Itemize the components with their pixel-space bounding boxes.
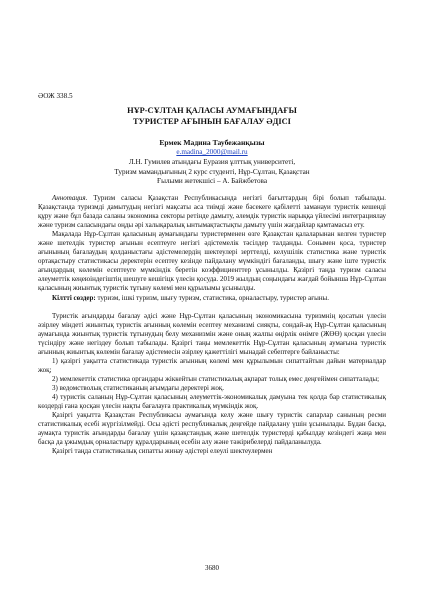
affiliation-line-2: Туризм мамандығының 2 курс студенті, Нұр-Сұлтан, Қазақстан (114, 167, 310, 176)
paper-title (38, 105, 386, 127)
abstract-paragraph (38, 194, 386, 230)
title-line-2: ТУРИСТЕР АҒЫНЫН БАҒАЛАУ ӘДІСІ (133, 117, 291, 126)
body-paragraph-2: Қазіргі уақытта Қазақстан Республикасы аумағында келу және шығу туристік сапарлар санының ресми статистикалық есебі жүргізілмейді. Осы әдісті республикалық деңгейде пайдалану үшін ұсынылады. Бұдан басқа, аумақта туристік ағындарды бағалау үшін қазақстандық және шетелдік туристерді қабылдау кезіндегі жаңа мен басқа да ұжымдық орналастыру құралдарының есебін алу және тәжірибелерді пайдаланылуда. (38, 411, 386, 447)
list-item-2: 2) мемлекеттік статистика органдары жіккейтын статистикалық ақпарат толық емес деңгейімен сипатталады; (52, 374, 380, 383)
title-line-1: НҰР-СҰЛТАН ҚАЛАСЫ АУМАҒЫНДАҒЫ (127, 106, 297, 115)
udc-code: ӘОЖ 338.5 (38, 92, 73, 100)
author-name: Ермек Мадина Таубежанқызы (159, 138, 265, 147)
page-number: 3680 (205, 564, 219, 572)
keywords-label: Кілтті сөздер: (52, 293, 96, 302)
author-affiliation (38, 158, 386, 187)
keywords-text: туризм, ішкі туризм, шығу туризм, статистика, орналастыру, туристер ағыны. (95, 293, 330, 302)
affiliation-line-1: Л.Н. Гумилев атындағы Еуразия ұлттық университеті, (128, 158, 296, 166)
abstract-paragraph-2: Мақалада Нұр-Сұлтан қаласының аумағындағы туристерменен өзге Қазақстан қалаларынан келген туристер және шетелдік туристер ағынын есептеуге негізгі әдістемелік тәсілдер талданды. Сонымен қоса, туристер ағынының бағалаудың қолданыстағы әдістемелердің шектеулері зерттелді, келушілік статистика және туристік ортақастыру статистикасы деректерін есептеу кезінде пайдалану мүмкіндігі бағаланды, шығу және іште туристік ағындардың көлемін есептеуге мүмкіндік беретін коэффициенттер ұсынылды. Қазіргі таңда туризм саласы әлеуметтік кеңеюіндегіштің шешуге кешігіцк үлесін қосуда. 2019 жылдың соңындағы жағдай бойынша Нұр-Сұлтан қаласының жиынтық туристік тұтыну көлемі мен құрылымы ұсынылды. (38, 230, 386, 293)
keywords-paragraph (38, 294, 386, 303)
affiliation-line-3: Ғылыми жетекшісі – А. Байжбетова (156, 177, 268, 186)
abstract-text: Туризм саласы Қазақстан Республикасында негізгі бағыттардың бірі болып табылады. Қазақстанда туризмді дамытудың негізгі мақсаты аса тиімді және бәсекеге қабілетті заманауи туристік кешенді құру және бұл базада саланы экономика секторы ретінде дамыту, әлемдік туристік нарыққа үйлесімі интеграциялау және туризм саласындағы оңды әрі халықаралық ынтымақтастықты дамыту үшін жағдайлар қамтамасыз ету. (38, 194, 386, 230)
list-item-4: 4) туристік саланың Нұр-Сұлтан қаласының әлеуметтік-экономикалық дамуына тек қолда бар статистикалық көздерді ғана қосқан үлесін нақты бағалауға практикалық мүмкіндік жоқ. (38, 392, 386, 411)
author-email-link[interactable]: e.madina_2000@mail.ru (176, 148, 248, 156)
body-paragraph-3: Қазіргі таңда статистикалық сипатты жинау әдістері елеулі шектеулермен (52, 447, 273, 456)
article-body (38, 194, 386, 456)
list-item-1: 1) қазіргі уақытта статистикада туристік ағынның көлемі мен құрылымын сипаттайтын дайын материалдар жоқ; (38, 356, 386, 374)
abstract-label: Аннотация. (52, 194, 88, 202)
list-item-3: 3) ведомстволық статистиканың ағымдағы деректері жоқ. (52, 383, 224, 392)
body-paragraph-1: Туристік ағындарды бағалау әдісі және Нұр-Сұлтан қаласының экономикасына туризмнің қосатын үлесін әзірлеу міндеті жиынтық туристік ағынның көлемін есептеу механизмі сияқты, сондай-ақ Нұр-Сұлтан қаласының аумағында жиынтық туристік тұтынудың белу механизмін және оның жалпы өңірлік өнімге (ЖӨӨ) қосқан үлесін түсіндіру және негіздеу болып табылады. Қазіргі таңы мемлекеттік Нұр-Сұлтан қаласының аумағына туристік ағынның жиынтық көлемін бағалау әдістемесін әзірлеу қажеттілігі мынадай себептерге байланысты: (38, 311, 386, 356)
